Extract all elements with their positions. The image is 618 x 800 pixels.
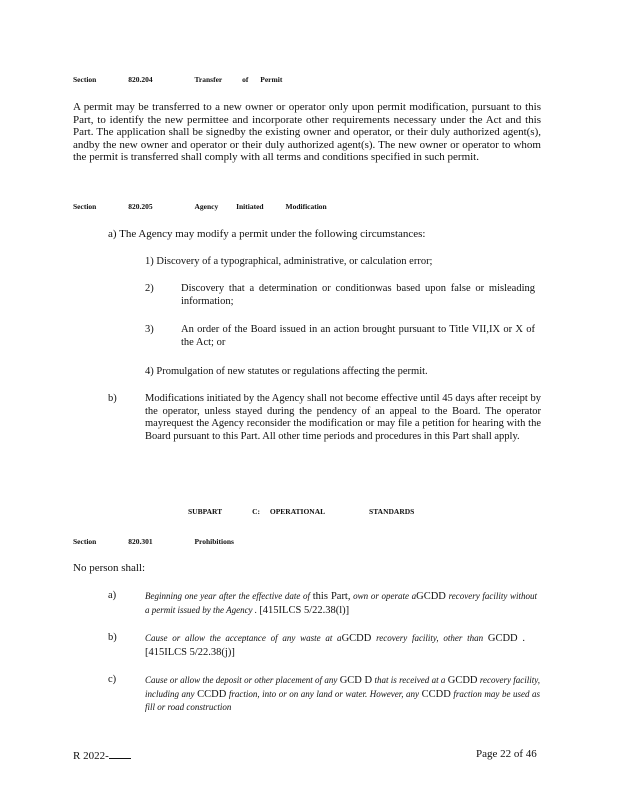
document-page: Section 820.204 Transfer of Permit A permit may be transferred to a new owner or operator only upon permit modification, pursuant to this Part, to identify the new permittee and incorporate other requirements necessary under the Act and this Part. The application shall be signedby the existing owner and operator, or their duly authorized agent(s), andby the new owner and operator or their duly authorized agent(s). The new owner or operator to whom the permit is transferred shall comply with all terms and conditions specified in such permit. Section 820.205 Agency Initiated Modification a) The Agency may modify a permit under the following circumstances: 1) Discovery of a typographical, administrative, or calculation error; 2) Discovery that a determination or conditionwas based upon false or misleading information; 3) An order of the Board issued in an action brought pursuant to Title VII,IX or X of the Act; or 4) Promulgation of new statutes or regulations affecting the permit. b) Modifications initiated by the Agency shall not become effective until 45 days after receipt by the operator, unless stayed during the pendency of an appeal to the Board. The operator mayrequest the Agency reconsider the modification or may file a petition for hearing with the Board pursuant to this Part. All other time periods and procedures in this Part shall apply. SUBPART C: OPERATIONAL STANDARDS Section 820.301 Prohibitions No person shall: a) Beginning one year after the effective date of this Part, own or operate aGCDD recovery facility without a permit issued by the Agency . [415ILCS 5/22.38(l)] b) Cause or allow the acceptance of any waste at aGCDD recovery facility, other than GCDD . [415ILCS 5/22.38(j)] c) Cause or allow the deposit or other placement of any GCD D that is received at a GCDD recovery facility, including any CCDD fraction, into or on any land or water. However, any CCDD fraction may be used as fill or road construction R 2022- Page 22 of 46 bbox=[0, 0, 618, 800]
section-820-204-heading bbox=[73, 75, 282, 84]
section-label: Section bbox=[73, 75, 97, 84]
subpart-c-heading: SUBPART C: OPERATIONAL STANDARDS bbox=[188, 507, 415, 516]
section-label: Section bbox=[73, 537, 97, 546]
section-title-word: of bbox=[242, 75, 249, 84]
blank-line bbox=[109, 748, 131, 759]
section-title-word: Initiated bbox=[236, 202, 264, 211]
section-number: 820.205 bbox=[128, 202, 153, 211]
subsection-a-intro: a) The Agency may modify a permit under the following circumstances: bbox=[108, 228, 426, 240]
footer-page-number: Page 22 of 46 bbox=[476, 748, 537, 760]
section-title-word: Agency bbox=[194, 202, 219, 211]
section-820-204-body: A permit may be transferred to a new owner or operator only upon permit modification, pursuant to this Part, to identify the new permittee and incorporate other requirements necessary under the Act and this Part. The application shall be signedby the existing owner and operator, or their duly authorized agent(s), andby the new owner and operator or their duly authorized agent(s). The new owner or operator to whom the permit is transferred shall comply with all terms and conditions specified in such permit. bbox=[73, 101, 541, 163]
prohibitions-intro: No person shall: bbox=[73, 562, 146, 574]
section-number: 820.301 bbox=[128, 537, 153, 546]
section-820-205-heading bbox=[73, 202, 327, 211]
section-title-word: Transfer bbox=[194, 75, 223, 84]
footer-docket: R 2022- bbox=[73, 748, 131, 762]
section-label: Section bbox=[73, 202, 97, 211]
section-title-word: Prohibitions bbox=[194, 537, 234, 546]
section-title-word: Permit bbox=[260, 75, 283, 84]
section-title-word: Modification bbox=[285, 202, 327, 211]
section-number: 820.204 bbox=[128, 75, 153, 84]
section-820-301-heading bbox=[73, 537, 234, 546]
